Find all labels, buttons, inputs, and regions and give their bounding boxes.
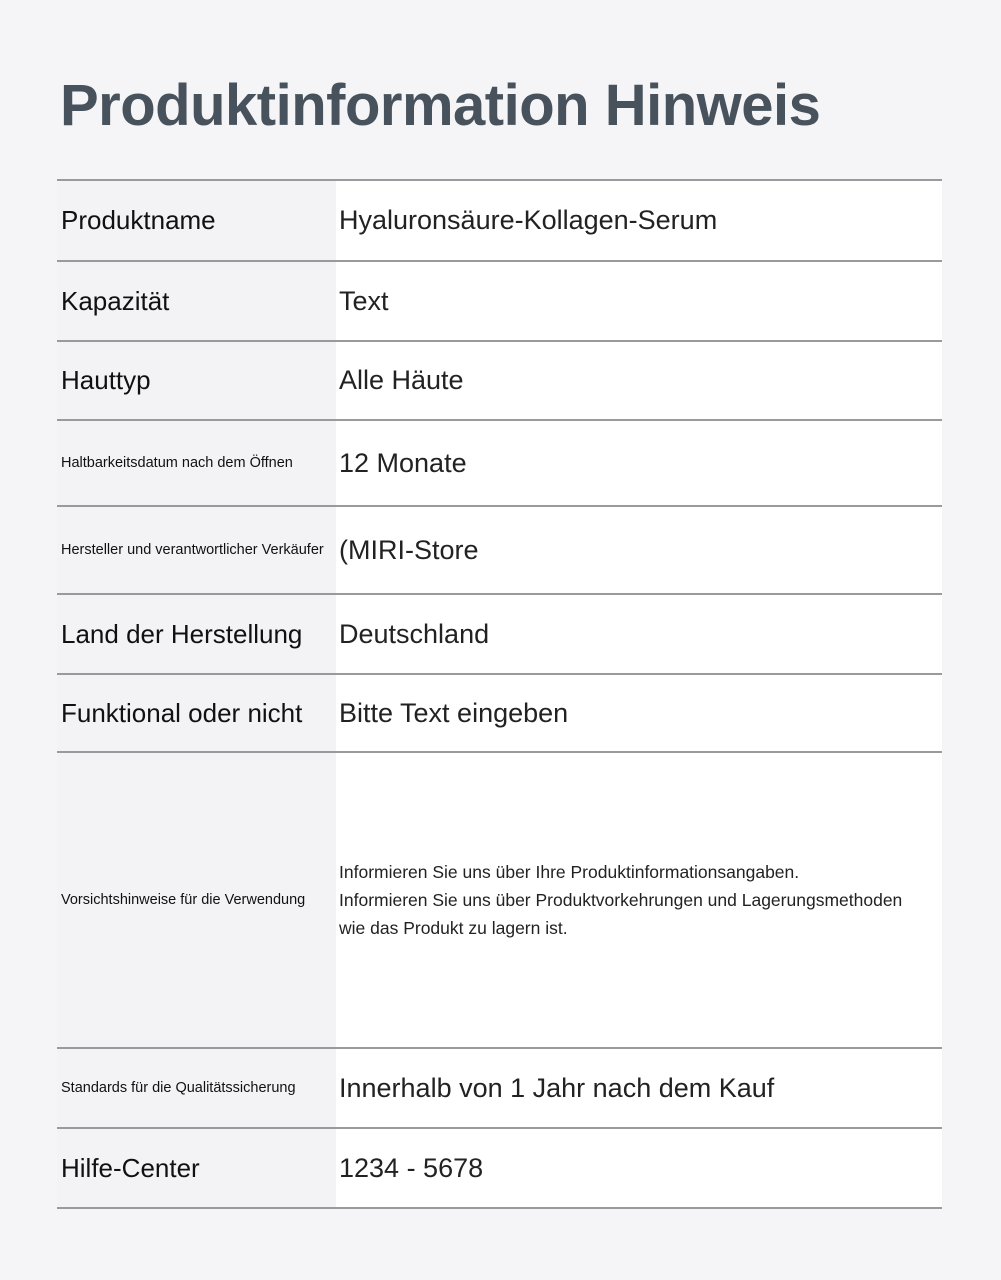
table-row-precautions [57, 753, 942, 1049]
row-value: 1234 - 5678 [336, 1129, 942, 1207]
table-row-skin-type [57, 342, 942, 421]
row-label: Hersteller und verantwortlicher Verkäufer [57, 507, 336, 593]
row-label: Funktional oder nicht [57, 675, 336, 751]
row-value: Bitte Text eingeben [336, 675, 942, 751]
row-label: Land der Herstellung [57, 595, 336, 673]
row-value: Alle Häute [336, 342, 942, 419]
row-value: Text [336, 262, 942, 340]
row-value: Innerhalb von 1 Jahr nach dem Kauf [336, 1049, 942, 1127]
row-label: Produktname [57, 181, 336, 260]
table-row-shelf-life [57, 421, 942, 507]
page-title: Produktinformation Hinweis [60, 73, 821, 138]
table-row-manufacturer [57, 507, 942, 595]
row-value [336, 753, 942, 1047]
row-value: 12 Monate [336, 421, 942, 505]
row-label: Hauttyp [57, 342, 336, 419]
table-row-functional [57, 675, 942, 753]
table-row-country [57, 595, 942, 675]
row-value: (MIRI-Store [336, 507, 942, 593]
value-line: wie das Produkt zu lagern ist. [339, 918, 568, 938]
row-label: Standards für die Qualitätssicherung [57, 1049, 336, 1127]
row-label: Hilfe-Center [57, 1129, 336, 1207]
row-value: Deutschland [336, 595, 942, 673]
row-label: Haltbarkeitsdatum nach dem Öffnen [57, 421, 336, 505]
table-row-capacity [57, 262, 942, 342]
row-label: Vorsichtshinweise für die Verwendung [57, 753, 336, 1047]
row-value: Hyaluronsäure-Kollagen-Serum [336, 181, 942, 260]
product-info-table [57, 179, 942, 1209]
row-label: Kapazität [57, 262, 336, 340]
table-row-help-center [57, 1129, 942, 1209]
table-row-product-name [57, 181, 942, 262]
value-line: Informieren Sie uns über Produktvorkehrungen und Lagerungsmethoden [339, 890, 903, 910]
value-line: Informieren Sie uns über Ihre Produktinformationsangaben. [339, 862, 800, 882]
table-row-quality-standards [57, 1049, 942, 1129]
